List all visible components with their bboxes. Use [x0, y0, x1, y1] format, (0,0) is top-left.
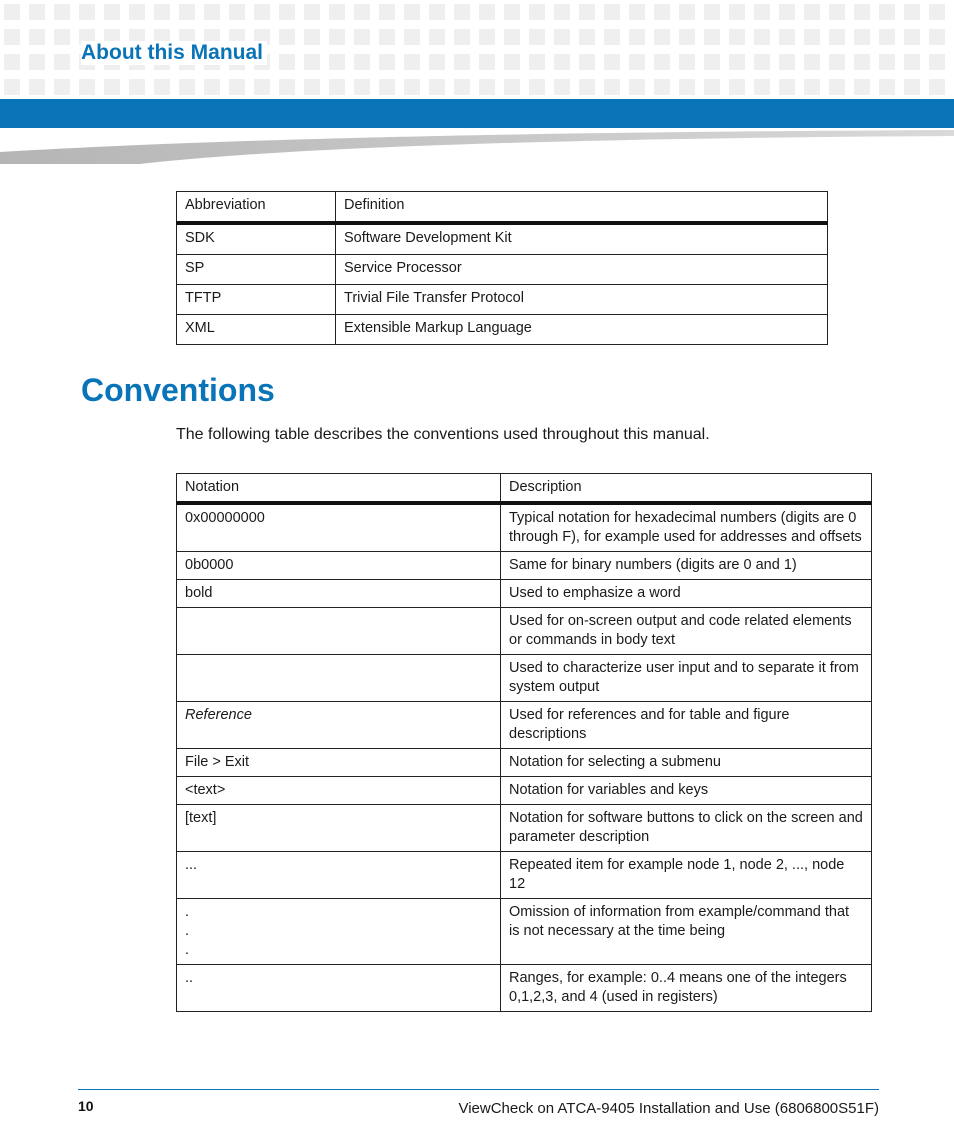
conventions-intro: The following table describes the conventions used throughout this manual.: [176, 426, 710, 443]
conventions-table: [176, 473, 872, 1012]
notation-cell: 0x00000000: [177, 503, 501, 552]
notation-cell: ...: [177, 852, 501, 899]
abbreviation-cell: XML: [177, 315, 336, 345]
description-cell: Repeated item for example node 1, node 2, ..., node 12: [501, 852, 872, 899]
abbreviation-cell: TFTP: [177, 285, 336, 315]
column-header-description: Description: [501, 474, 872, 504]
definition-cell: Trivial File Transfer Protocol: [336, 285, 828, 315]
notation-cell: ..: [177, 965, 501, 1012]
footer-document-title: ViewCheck on ATCA-9405 Installation and Use (6806800S51F): [458, 1100, 879, 1117]
description-cell: Used to emphasize a word: [501, 580, 872, 608]
page-number: 10: [78, 1098, 94, 1114]
omission-dot: .: [185, 904, 190, 920]
column-header-notation: Notation: [177, 474, 501, 504]
section-header-title: About this Manual: [81, 41, 267, 65]
table-row: [177, 805, 872, 852]
definition-cell: Software Development Kit: [336, 223, 828, 255]
notation-cell: File > Exit: [177, 749, 501, 777]
description-cell: Same for binary numbers (digits are 0 and 1): [501, 552, 872, 580]
table-row: [177, 285, 828, 315]
table-row: [177, 580, 872, 608]
abbreviation-table: [176, 191, 828, 345]
abbreviation-cell: SP: [177, 255, 336, 285]
table-row: [177, 655, 872, 702]
notation-cell: [text]: [177, 805, 501, 852]
definition-cell: Service Processor: [336, 255, 828, 285]
table-row: [177, 777, 872, 805]
notation-cell: Reference: [177, 702, 501, 749]
footer-divider: [78, 1089, 879, 1090]
table-header-row: [177, 474, 872, 504]
description-cell: Typical notation for hexadecimal numbers (digits are 0 through F), for example used for addresses and offsets: [501, 503, 872, 552]
table-row: [177, 899, 872, 965]
header-gray-swoosh: [0, 130, 954, 164]
table-row: [177, 503, 872, 552]
description-cell: Used for references and for table and figure descriptions: [501, 702, 872, 749]
table-row: [177, 749, 872, 777]
notation-cell: 0b0000: [177, 552, 501, 580]
table-row: [177, 552, 872, 580]
table-row: [177, 608, 872, 655]
table-row: [177, 223, 828, 255]
description-cell: Ranges, for example: 0..4 means one of the integers 0,1,2,3, and 4 (used in registers): [501, 965, 872, 1012]
conventions-heading: Conventions: [81, 372, 275, 408]
notation-cell-omission: [177, 899, 501, 965]
table-row: [177, 702, 872, 749]
abbreviation-cell: SDK: [177, 223, 336, 255]
column-header-definition: Definition: [336, 192, 828, 224]
table-header-row: [177, 192, 828, 224]
table-row: [177, 965, 872, 1012]
description-cell: Used for on-screen output and code related elements or commands in body text: [501, 608, 872, 655]
description-cell: Notation for selecting a submenu: [501, 749, 872, 777]
notation-cell: <text>: [177, 777, 501, 805]
table-row: [177, 255, 828, 285]
notation-cell: [177, 608, 501, 655]
omission-dot: .: [185, 923, 190, 939]
description-cell: Omission of information from example/command that is not necessary at the time being: [501, 899, 872, 965]
omission-dot: .: [185, 942, 190, 958]
description-cell: Used to characterize user input and to separate it from system output: [501, 655, 872, 702]
definition-cell: Extensible Markup Language: [336, 315, 828, 345]
notation-cell: [177, 655, 501, 702]
notation-cell: bold: [177, 580, 501, 608]
description-cell: Notation for software buttons to click on the screen and parameter description: [501, 805, 872, 852]
table-row: [177, 852, 872, 899]
column-header-abbreviation: Abbreviation: [177, 192, 336, 224]
header-blue-band: [0, 99, 954, 128]
description-cell: Notation for variables and keys: [501, 777, 872, 805]
table-row: [177, 315, 828, 345]
